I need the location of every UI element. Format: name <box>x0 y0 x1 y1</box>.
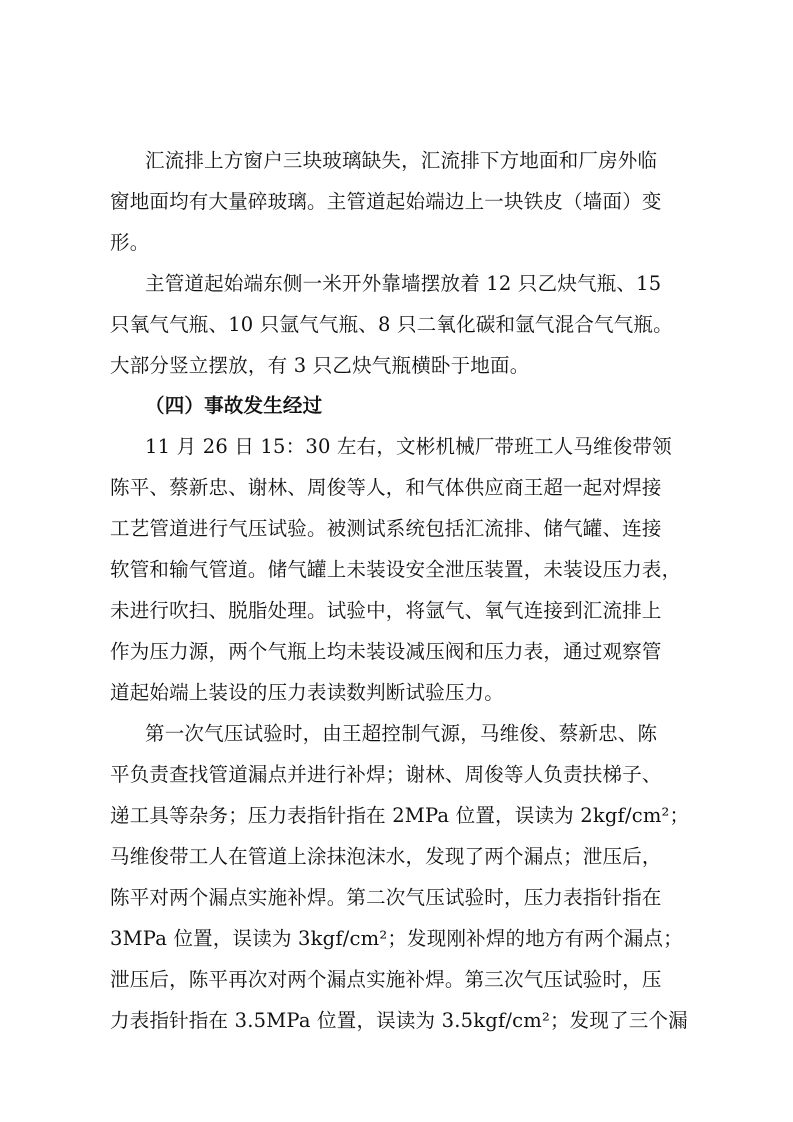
paragraph-line: 窗地面均有大量碎玻璃。主管道起始端边上一块铁皮（墙面）变 <box>110 190 662 213</box>
paragraph-line: 11 月 26 日 15：30 左右，文彬机械厂带班工人马维俊带领 <box>145 435 672 458</box>
paragraph-line: 陈平对两个漏点实施补焊。第二次气压试验时，压力表指针指在 <box>110 886 662 909</box>
paragraph-line: 力表指针指在 3.5MPa 位置，误读为 3.5kgf/cm²；发现了三个漏 <box>110 1009 688 1032</box>
paragraph-line: 道起始端上装设的压力表读数判断试验压力。 <box>110 681 505 704</box>
paragraph-line: 第一次气压试验时，由王超控制气源，马维俊、蔡新忠、陈 <box>145 722 658 745</box>
paragraph-line: 平负责查找管道漏点并进行补焊；谢林、周俊等人负责扶梯子、 <box>110 763 662 786</box>
paragraph-line: 陈平、蔡新忠、谢林、周俊等人，和气体供应商王超一起对焊接 <box>110 476 662 499</box>
paragraph-line: 泄压后，陈平再次对两个漏点实施补焊。第三次气压试验时，压 <box>110 968 662 991</box>
paragraph-line: 软管和输气管道。储气罐上未装设安全泄压装置，未装设压力表， <box>110 558 682 581</box>
paragraph-line: 主管道起始端东侧一米开外靠墙摆放着 12 只乙炔气瓶、15 <box>145 272 662 295</box>
section-heading: （四）事故发生经过 <box>145 394 323 417</box>
paragraph-line: 工艺管道进行气压试验。被测试系统包括汇流排、储气罐、连接 <box>110 517 662 540</box>
paragraph-line: 汇流排上方窗户三块玻璃缺失，汇流排下方地面和厂房外临 <box>145 149 658 172</box>
paragraph-line: 递工具等杂务；压力表指针指在 2MPa 位置，误读为 2kgf/cm²； <box>110 804 690 827</box>
paragraph-line: 作为压力源，两个气瓶上均未装设减压阀和压力表，通过观察管 <box>110 640 662 663</box>
paragraph-line: 马维俊带工人在管道上涂抹泡沫水，发现了两个漏点；泄压后， <box>110 845 662 868</box>
paragraph-line: 只氧气气瓶、10 只氩气气瓶、8 只二氧化碳和氩气混合气气瓶。 <box>110 313 673 336</box>
paragraph-line: 3MPa 位置，误读为 3kgf/cm²；发现刚补焊的地方有两个漏点； <box>110 927 683 950</box>
paragraph-line: 形。 <box>110 231 150 254</box>
paragraph-line: 未进行吹扫、脱脂处理。试验中，将氩气、氧气连接到汇流排上 <box>110 599 662 622</box>
paragraph-line: 大部分竖立摆放，有 3 只乙炔气瓶横卧于地面。 <box>110 354 530 377</box>
